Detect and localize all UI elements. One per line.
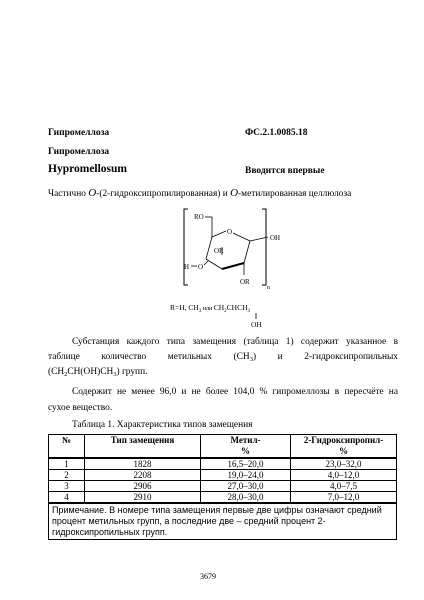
hydroxypropyl-range: 4,0–7,5 (291, 481, 397, 492)
table-note-row (49, 503, 397, 540)
table-caption: Таблица 1. Характеристика типов замещения (72, 420, 253, 430)
table-row (49, 458, 397, 470)
row-number: 3 (49, 481, 85, 492)
definition-line: Частично O-(2-гидроксипропилированная) и O-метилированная целлюлоза (48, 187, 352, 199)
methyl-range: 28,0–30,0 (201, 492, 291, 504)
header-type: Тип замещения (85, 435, 201, 459)
monograph-code: ФС.2.1.0085.18 (245, 128, 308, 138)
monograph-subtitle-ru: Гипромеллоза (48, 147, 110, 157)
or-lower-label: OR (240, 278, 250, 286)
paragraph-1-line-2: таблице количество метильных $(CH_3)$ и 2-гидроксипропильных (48, 352, 398, 363)
structural-formula (160, 203, 300, 333)
header-number: № (49, 435, 85, 459)
status-text: Вводится впервые (245, 166, 325, 176)
left-h-label: H (184, 263, 190, 271)
header-hydroxypropyl: 2-Гидроксипропил- % (291, 435, 397, 459)
table-row (49, 492, 397, 504)
table-note: Примечание. В номере типа замещения первые две цифры означают средний процент метильных групп, а последние две – средний процент 2-гидроксипропильных групп. (49, 503, 397, 540)
methyl-range: 19,0–24,0 (201, 470, 291, 481)
substitution-type: 2208 (85, 470, 201, 481)
hydroxypropyl-range: 23,0–32,0 (291, 458, 397, 470)
methyl-range: 16,5–20,0 (201, 458, 291, 470)
repeat-n-label: n (267, 285, 270, 291)
substitution-types-table (48, 434, 397, 540)
paragraph-2-line-2: сухое вещество. (48, 403, 113, 413)
hydroxypropyl-range: 7,0–12,0 (291, 492, 397, 504)
table-row (49, 481, 397, 492)
r-definition: R=H, $CH_3$ $^{или}$ $CH_2CHCH_3$ (170, 303, 251, 314)
hydroxypropyl-range: 4,0–12,0 (291, 470, 397, 481)
ring-oxygen-label: O (227, 228, 233, 236)
or-upper-label: OR (214, 247, 224, 255)
left-oxygen-label: O (198, 263, 204, 271)
r-definition-oh: OH (251, 320, 262, 329)
monograph-title-ru: Гипромеллоза (48, 128, 110, 138)
row-number: 4 (49, 492, 85, 504)
table-header-row (49, 435, 397, 459)
monograph-title-lat: Hypromellosum (48, 163, 128, 175)
structure-drawing (160, 203, 300, 333)
paragraph-2-line-1: Содержит не менее 96,0 и не более 104,0 % гипромеллозы в пересчёте на (72, 387, 398, 397)
header-methyl: Метил- % (201, 435, 291, 459)
page-number: 3679 (200, 572, 216, 581)
row-number: 2 (49, 470, 85, 481)
substitution-type: 2906 (85, 481, 201, 492)
oh-right-label: OH (270, 234, 281, 242)
ro-top-label: RO (194, 213, 204, 221)
table-row (49, 470, 397, 481)
paragraph-1-line-3: $(CH_2CH(OH)CH_3)$ групп. (48, 367, 148, 378)
substitution-type: 2910 (85, 492, 201, 504)
methyl-range: 27,0–30,0 (201, 481, 291, 492)
row-number: 1 (49, 458, 85, 470)
paragraph-1-line-1: Субстанция каждого типа замещения (таблица 1) содержит указанное в (72, 337, 398, 347)
substitution-type: 1828 (85, 458, 201, 470)
